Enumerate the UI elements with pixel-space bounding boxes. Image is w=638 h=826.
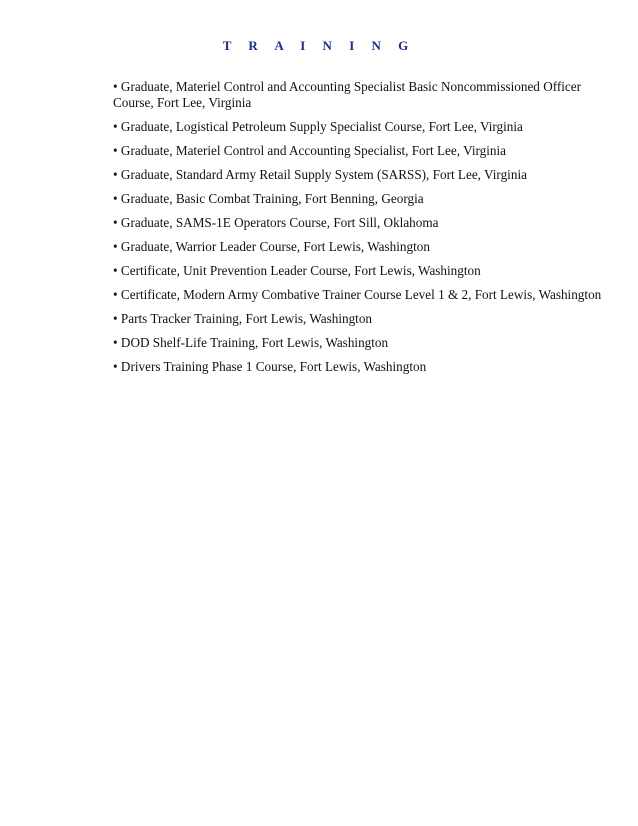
list-item xyxy=(113,263,605,279)
list-item-text: Parts Tracker Training, Fort Lewis, Washington xyxy=(120,311,373,326)
list-item xyxy=(113,79,605,111)
bullet: • xyxy=(113,215,118,230)
list-item-text: Graduate, Standard Army Retail Supply System (SARSS), Fort Lee, Virginia xyxy=(120,167,527,182)
bullet: • xyxy=(113,119,118,134)
list-item xyxy=(113,143,605,159)
bullet: • xyxy=(113,191,118,206)
list-item-text: Drivers Training Phase 1 Course, Fort Lewis, Washington xyxy=(120,359,427,374)
bullet: • xyxy=(113,79,118,94)
list-item xyxy=(113,239,605,255)
bullet: • xyxy=(113,311,118,326)
list-item xyxy=(113,215,605,231)
bullet: • xyxy=(113,359,118,374)
list-item xyxy=(113,311,605,327)
list-item xyxy=(113,335,605,351)
bullet: • xyxy=(113,287,118,302)
section-heading-training: T R A I N I N G xyxy=(222,38,416,53)
list-item-text: Certificate, Unit Prevention Leader Course, Fort Lewis, Washington xyxy=(120,263,481,278)
bullet: • xyxy=(113,239,118,254)
list-item-text: DOD Shelf-Life Training, Fort Lewis, Washington xyxy=(120,335,389,350)
list-item-text: Graduate, SAMS-1E Operators Course, Fort Sill, Oklahoma xyxy=(120,215,439,230)
training-list xyxy=(113,79,605,383)
list-item-text: Certificate, Modern Army Combative Trainer Course Level 1 & 2, Fort Lewis, Washington xyxy=(120,287,602,302)
list-item-text: Graduate, Logistical Petroleum Supply Specialist Course, Fort Lee, Virginia xyxy=(120,119,523,134)
bullet: • xyxy=(113,143,118,158)
list-item-text: Graduate, Warrior Leader Course, Fort Lewis, Washington xyxy=(120,239,430,254)
list-item xyxy=(113,191,605,207)
list-item xyxy=(113,119,605,135)
list-item-text: Graduate, Materiel Control and Accounting Specialist, Fort Lee, Virginia xyxy=(120,143,507,158)
list-item-text: Graduate, Basic Combat Training, Fort Benning, Georgia xyxy=(120,191,424,206)
bullet: • xyxy=(113,263,118,278)
list-item xyxy=(113,287,605,303)
list-item xyxy=(113,359,605,375)
bullet: • xyxy=(113,335,118,350)
list-item xyxy=(113,167,605,183)
list-item-text: Graduate, Materiel Control and Accounting Specialist Basic Noncommissioned Officer Course, Fort Lee, Virginia xyxy=(113,79,582,110)
bullet: • xyxy=(113,167,118,182)
